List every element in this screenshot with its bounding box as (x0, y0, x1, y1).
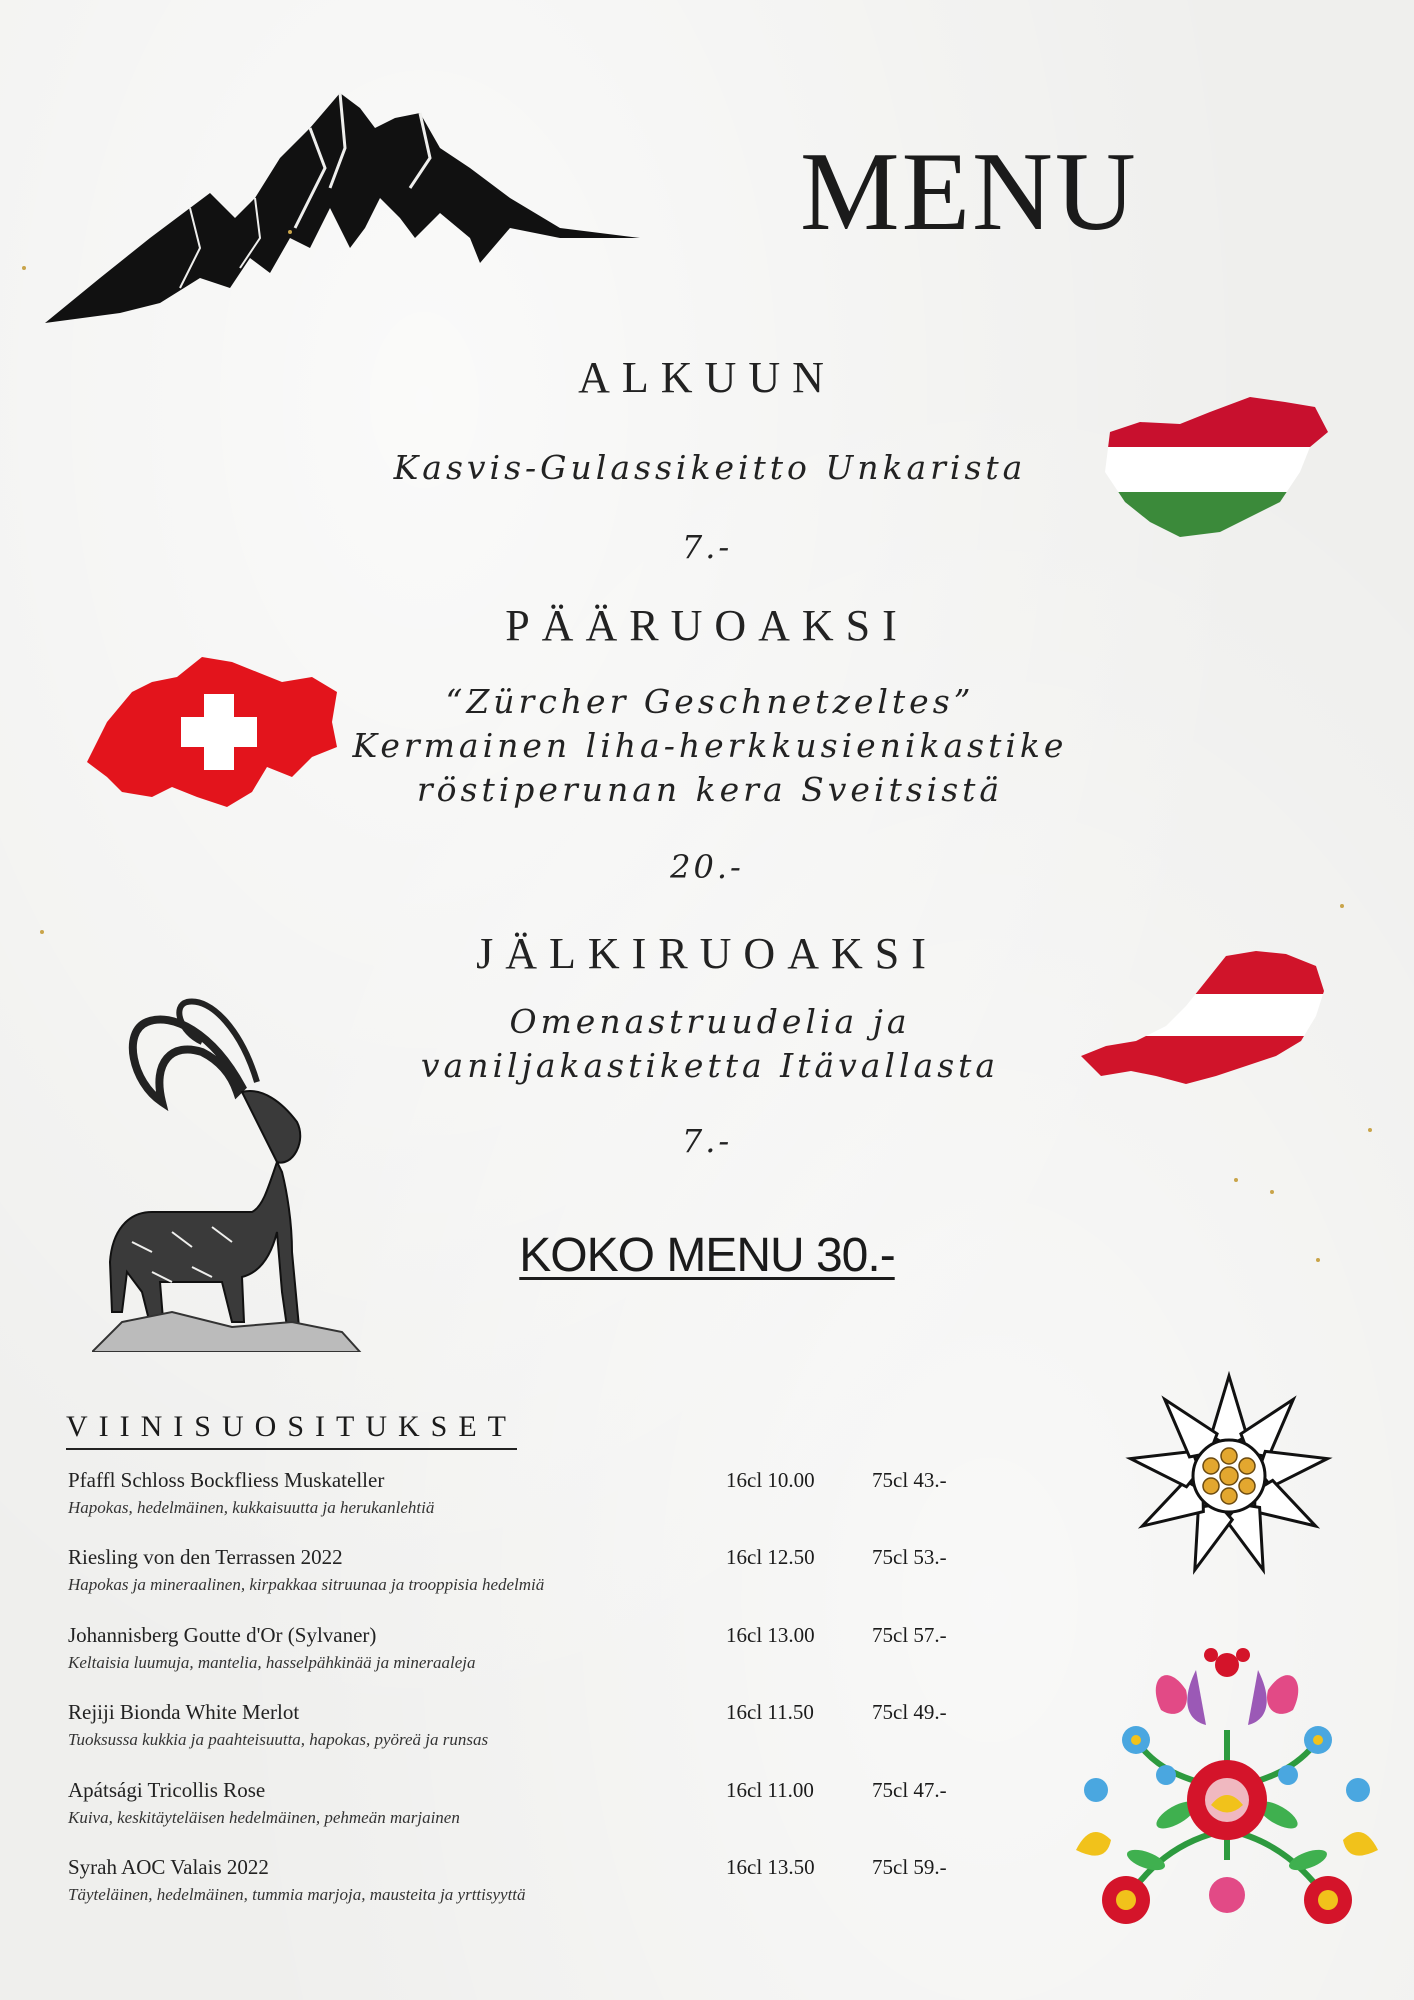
dessert-price: 7.- (681, 1122, 733, 1160)
page-title: MENU (800, 130, 1138, 254)
wine-name: Apátsági Tricollis Rose (68, 1778, 266, 1802)
main-course-dish-line2: Kermainen liha-herkkusienikastike (352, 726, 1068, 765)
wine-price-75cl: 75cl 59.- (872, 1855, 947, 1879)
main-course-dish-line3: röstiperunan kera Sveitsistä (416, 770, 1004, 809)
wine-price-16cl: 16cl 11.50 (726, 1700, 814, 1724)
wine-description: Tuoksussa kukkia ja paahteisuutta, hapokas, pyöreä ja runsas (68, 1730, 489, 1749)
decorative-dot (1234, 1178, 1238, 1182)
wine-price-75cl: 75cl 49.- (872, 1700, 947, 1724)
wine-description: Hapokas, hedelmäinen, kukkaisuutta ja herukanlehtiä (68, 1498, 435, 1517)
hungary-flag-map-icon (1100, 392, 1330, 542)
wine-description: Hapokas ja mineraalinen, kirpakkaa sitruunaa ja trooppisia hedelmiä (68, 1575, 545, 1594)
wine-price-16cl: 16cl 10.00 (726, 1468, 815, 1492)
wine-name: Syrah AOC Valais 2022 (68, 1855, 269, 1879)
wine-name: Rejiji Bionda White Merlot (68, 1700, 300, 1724)
main-course-price: 20.- (670, 848, 744, 886)
wine-price-16cl: 16cl 12.50 (726, 1545, 815, 1569)
decorative-dot (22, 266, 26, 270)
wine-name: Johannisberg Goutte d'Or (Sylvaner) (68, 1623, 377, 1647)
wine-price-16cl: 16cl 13.50 (726, 1855, 815, 1879)
wine-description: Täyteläinen, hedelmäinen, tummia marjoja, mausteita ja yrttisyyttä (68, 1885, 526, 1904)
wine-name: Riesling von den Terrassen 2022 (68, 1545, 343, 1569)
wine-price-75cl: 75cl 53.- (872, 1545, 947, 1569)
wine-price-16cl: 16cl 11.00 (726, 1778, 814, 1802)
dessert-dish-line2: vaniljakastiketta Itävallasta (420, 1046, 1000, 1085)
list-item (68, 1855, 988, 1915)
wine-description: Kuiva, keskitäyteläisen hedelmäinen, pehmeän marjainen (68, 1808, 460, 1827)
main-course-heading: PÄÄRUOAKSI (505, 601, 909, 650)
list-item (68, 1778, 988, 1838)
wine-price-75cl: 75cl 57.- (872, 1623, 947, 1647)
wine-price-16cl: 16cl 13.00 (726, 1623, 815, 1647)
decorative-dot (1270, 1190, 1274, 1194)
main-course-dish-line1: “Zürcher Geschnetzeltes” (445, 682, 975, 721)
decorative-dot (40, 930, 44, 934)
list-item (68, 1700, 988, 1760)
wine-heading: VIINISUOSITUKSET (66, 1410, 517, 1450)
wine-description: Keltaisia luumuja, manteliа, hasselpähkinää ja mineraaleja (68, 1653, 476, 1672)
austria-flag-map-icon (1076, 946, 1326, 1086)
starter-heading: ALKUUN (578, 353, 836, 402)
dessert-heading: JÄLKIRUOAKSI (476, 929, 938, 978)
starter-dish: Kasvis-Gulassikeitto Unkarista (393, 448, 1027, 487)
list-item (68, 1623, 988, 1683)
wine-price-75cl: 75cl 43.- (872, 1468, 947, 1492)
decorative-dot (288, 230, 292, 234)
folk-flower-ornament-icon (1066, 1640, 1388, 1940)
decorative-dot (1368, 1128, 1372, 1132)
decorative-dot (1316, 1258, 1320, 1262)
edelweiss-icon (1096, 1368, 1362, 1584)
wine-name: Pfaffl Schloss Bockfliess Muskateller (68, 1468, 385, 1492)
full-menu-price: KOKO MENU 30.- (519, 1229, 895, 1282)
wine-price-75cl: 75cl 47.- (872, 1778, 947, 1802)
starter-price: 7.- (681, 528, 733, 566)
list-item (68, 1468, 988, 1528)
ibex-icon (92, 992, 362, 1352)
list-item (68, 1545, 988, 1605)
mountain-icon (40, 88, 670, 328)
dessert-dish-line1: Omenastruudelia ja (509, 1002, 911, 1041)
switzerland-flag-map-icon (82, 652, 342, 812)
decorative-dot (1340, 904, 1344, 908)
